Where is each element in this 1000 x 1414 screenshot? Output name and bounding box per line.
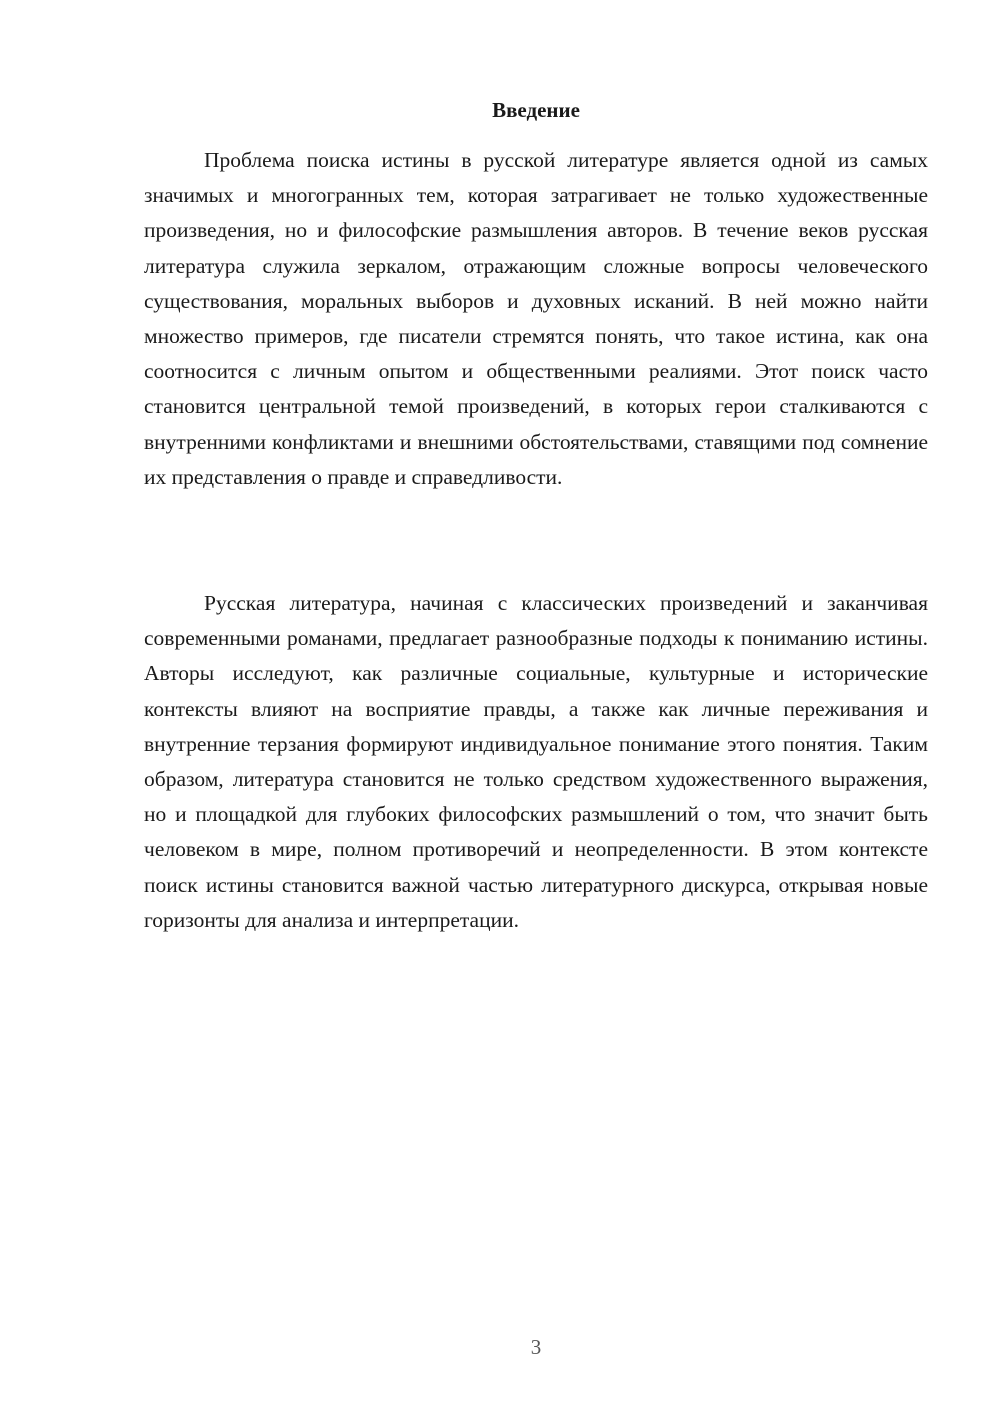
- section-heading: Введение: [492, 98, 580, 122]
- body-paragraph: Русская литература, начиная с классических произведений и заканчивая современными романами, предлагает разнообразные подходы к пониманию истины. Авторы исследуют, как различные социальные, культурные и исторические контексты влияют на восприятие правды, а также как личные переживания и внутренние терзания формируют индивидуальное понимание этого понятия. Таким образом, литература становится не только средством художественного выражения, но и площадкой для глубоких философских размышлений о том, что значит быть человеком в мире, полном противоречий и неопределенности. В этом контексте поиск истины становится важной частью литературного дискурса, открывая новые горизонты для анализа и интерпретации.: [144, 591, 928, 932]
- paragraph-block-1: [144, 143, 928, 495]
- page-number: 3: [530, 1335, 542, 1359]
- body-paragraph: Проблема поиска истины в русской литературе является одной из самых значимых и многогранных тем, которая затрагивает не только художественные произведения, но и философские размышления авторов. В течение веков русская литература служила зеркалом, отражающим сложные вопросы человеческого существования, моральных выборов и духовных исканий. В ней можно найти множество примеров, где писатели стремятся понять, что такое истина, как она соотносится с личным опытом и общественными реалиями. Этот поиск часто становится центральной темой произведений, в которых герои сталкиваются с внутренними конфликтами и внешними обстоятельствами, ставящими под сомнение их представления о правде и справедливости.: [144, 148, 928, 489]
- paragraph-block-2: [144, 586, 928, 938]
